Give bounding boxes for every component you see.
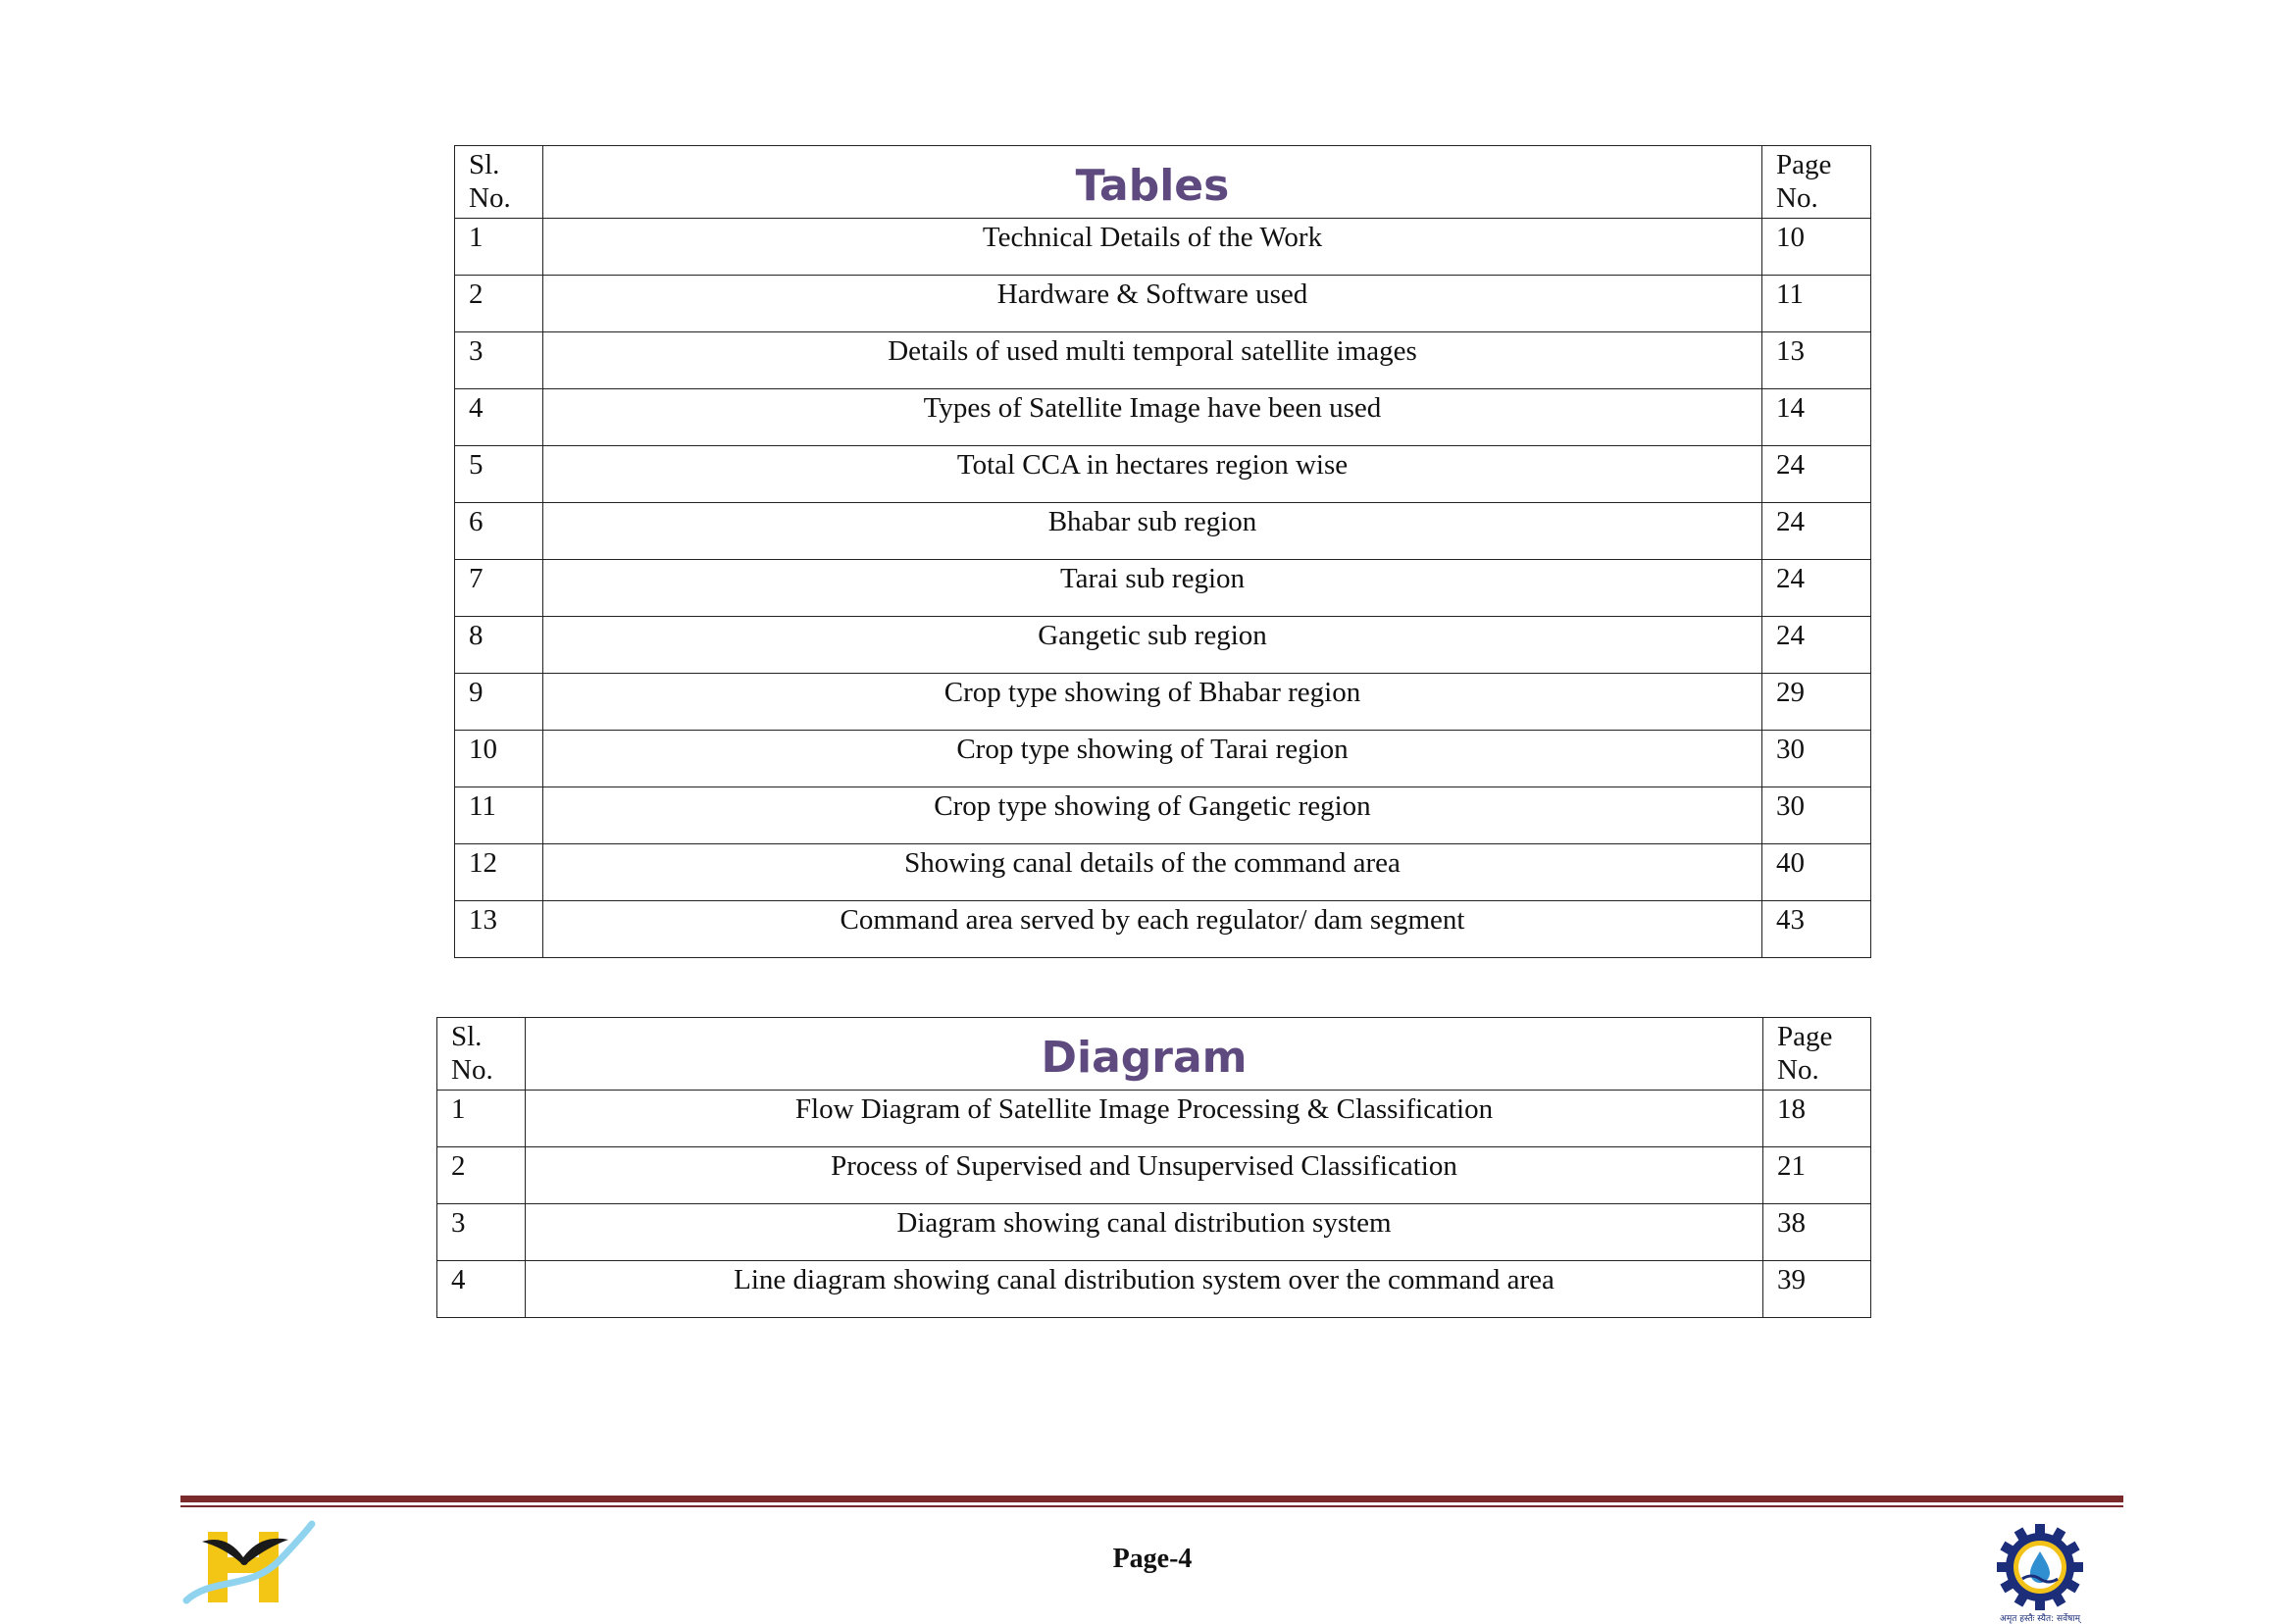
row-page-number: 40 (1762, 844, 1871, 901)
bird-h-logo-icon (182, 1520, 316, 1608)
tables-section-title: Tables (543, 146, 1762, 219)
row-description: Gangetic sub region (543, 617, 1762, 674)
row-description: Types of Satellite Image have been used (543, 389, 1762, 446)
row-page-number: 30 (1762, 787, 1871, 844)
row-description: Tarai sub region (543, 560, 1762, 617)
row-serial-number: 7 (455, 560, 543, 617)
row-page-number: 21 (1763, 1147, 1871, 1204)
row-serial-number: 5 (455, 446, 543, 503)
table-row (455, 503, 1871, 560)
row-page-number: 24 (1762, 503, 1871, 560)
row-page-number: 10 (1762, 219, 1871, 276)
table-row (437, 1091, 1871, 1147)
table-row (455, 446, 1871, 503)
page-no-header: Page No. (1762, 146, 1871, 219)
row-description: Total CCA in hectares region wise (543, 446, 1762, 503)
table-row (455, 219, 1871, 276)
row-description: Bhabar sub region (543, 503, 1762, 560)
table-row (455, 276, 1871, 332)
row-serial-number: 3 (437, 1204, 526, 1261)
table-row (437, 1261, 1871, 1318)
table-row (455, 332, 1871, 389)
row-page-number: 39 (1763, 1261, 1871, 1318)
row-description: Crop type showing of Tarai region (543, 731, 1762, 787)
row-serial-number: 6 (455, 503, 543, 560)
row-serial-number: 4 (455, 389, 543, 446)
row-description: Command area served by each regulator/ dam segment (543, 901, 1762, 958)
row-serial-number: 13 (455, 901, 543, 958)
row-page-number: 43 (1762, 901, 1871, 958)
table-row (455, 560, 1871, 617)
row-serial-number: 9 (455, 674, 543, 731)
row-page-number: 13 (1762, 332, 1871, 389)
row-page-number: 14 (1762, 389, 1871, 446)
row-description: Line diagram showing canal distribution system over the command area (526, 1261, 1763, 1318)
row-serial-number: 2 (455, 276, 543, 332)
footer-divider-thin (180, 1505, 2123, 1507)
table-row (455, 844, 1871, 901)
table-row (455, 389, 1871, 446)
row-description: Crop type showing of Bhabar region (543, 674, 1762, 731)
row-serial-number: 12 (455, 844, 543, 901)
row-description: Details of used multi temporal satellite images (543, 332, 1762, 389)
footer-divider-thick (180, 1496, 2123, 1502)
diagram-header-row (437, 1018, 1871, 1091)
row-description: Crop type showing of Gangetic region (543, 787, 1762, 844)
gear-emblem-logo-icon (1980, 1522, 2100, 1624)
row-description: Technical Details of the Work (543, 219, 1762, 276)
row-serial-number: 10 (455, 731, 543, 787)
row-serial-number: 1 (437, 1091, 526, 1147)
row-page-number: 11 (1762, 276, 1871, 332)
row-page-number: 29 (1762, 674, 1871, 731)
row-serial-number: 3 (455, 332, 543, 389)
row-page-number: 18 (1763, 1091, 1871, 1147)
tables-list-table (454, 145, 1871, 958)
row-serial-number: 4 (437, 1261, 526, 1318)
tables-header-row (455, 146, 1871, 219)
row-serial-number: 8 (455, 617, 543, 674)
table-row (455, 731, 1871, 787)
page-no-header: Page No. (1763, 1018, 1871, 1091)
row-description: Diagram showing canal distribution system (526, 1204, 1763, 1261)
table-row (455, 901, 1871, 958)
row-serial-number: 1 (455, 219, 543, 276)
row-page-number: 24 (1762, 617, 1871, 674)
emblem-motto: अमृत हस्तैः स्यैत: सर्वेषाम् (1999, 1614, 2081, 1624)
table-row (437, 1147, 1871, 1204)
diagram-section-title: Diagram (526, 1018, 1763, 1091)
table-row (455, 787, 1871, 844)
tables-list-body (455, 146, 1871, 958)
row-page-number: 38 (1763, 1204, 1871, 1261)
page-number-label: Page-4 (1112, 1544, 1193, 1574)
row-description: Showing canal details of the command area (543, 844, 1762, 901)
row-page-number: 24 (1762, 560, 1871, 617)
row-serial-number: 11 (455, 787, 543, 844)
table-row (437, 1204, 1871, 1261)
diagram-list-table (436, 1017, 1871, 1318)
sl-no-header: Sl. No. (455, 146, 543, 219)
row-serial-number: 2 (437, 1147, 526, 1204)
table-row (455, 674, 1871, 731)
diagram-list-body (437, 1018, 1871, 1318)
row-description: Process of Supervised and Unsupervised Classification (526, 1147, 1763, 1204)
row-page-number: 30 (1762, 731, 1871, 787)
row-description: Flow Diagram of Satellite Image Processing & Classification (526, 1091, 1763, 1147)
table-row (455, 617, 1871, 674)
row-description: Hardware & Software used (543, 276, 1762, 332)
sl-no-header: Sl. No. (437, 1018, 526, 1091)
row-page-number: 24 (1762, 446, 1871, 503)
